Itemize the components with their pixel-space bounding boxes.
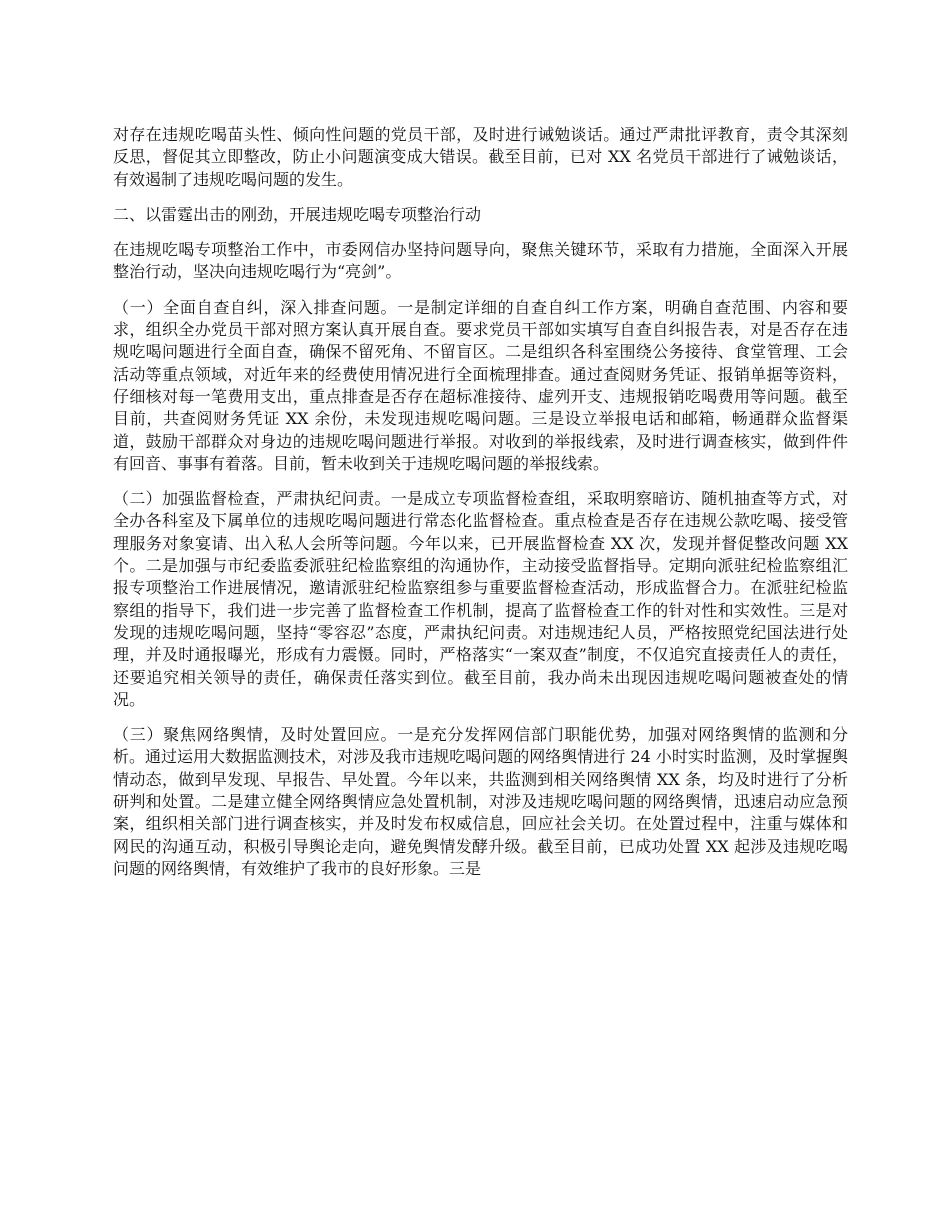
document-page (113, 124, 848, 893)
paragraph-self-inspection: （一）全面自查自纠，深入排查问题。一是制定详细的自查自纠工作方案，明确自查范围、内容和要求，组织全办党员干部对照方案认真开展自查。要求党员干部如实填写自查自纠报告表，对是否存在违规吃喝问题进行全面自查，确保不留死角、不留盲区。二是组织各科室围绕公务接待、食堂管理、工会活动等重点领域，对近年来的经费使用情况进行全面梳理排查。通过查阅财务凭证、报销单据等资料，仔细核对每一笔费用支出，重点排查是否存在超标准接待、虚列开支、违规报销吃喝费用等问题。截至目前，共查阅财务凭证 XX 余份，未发现违规吃喝问题。三是设立举报电话和邮箱，畅通群众监督渠道，鼓励干部群众对身边的违规吃喝问题进行举报。对收到的举报线索，及时进行调查核实，做到件件有回音、事事有着落。目前，暂未收到关于违规吃喝问题的举报线索。 (113, 297, 848, 473)
paragraph-admonition-talks: 对存在违规吃喝苗头性、倾向性问题的党员干部，及时进行诫勉谈话。通过严肃批评教育，责令其深刻反思，督促其立即整改，防止小问题演变成大错误。截至目前，已对 XX 名党员干部进行了诫勉谈话，有效遏制了违规吃喝问题的发生。 (113, 125, 848, 189)
section-heading-rectification: 二、以雷霆出击的刚劲，开展违规吃喝专项整治行动 (113, 204, 482, 224)
paragraph-public-opinion: （三）聚焦网络舆情，及时处置回应。一是充分发挥网信部门职能优势，加强对网络舆情的监测和分析。通过运用大数据监测技术，对涉及我市违规吃喝问题的网络舆情进行 24 小时实时监测，及时掌握舆情动态，做到早发现、早报告、早处置。今年以来，共监测到相关网络舆情 XX 条，均及时进行了分析研判和处置。二是建立健全网络舆情应急处置机制，对涉及违规吃喝问题的网络舆情，迅速启动应急预案，组织相关部门进行调查核实，并及时发布权威信息，回应社会关切。在处置过程中，注重与媒体和网民的沟通互动，积极引导舆论走向，避免舆情发酵升级。截至目前，已成功处置 XX 起涉及违规吃喝问题的网络舆情，有效维护了我市的良好形象。三是 (113, 725, 848, 878)
paragraph-supervision: （二）加强监督检查，严肃执纪问责。一是成立专项监督检查组，采取明察暗访、随机抽查等方式，对全办各科室及下属单位的违规吃喝问题进行常态化监督检查。重点检查是否存在违规公款吃喝、接受管理服务对象宴请、出入私人会所等问题。今年以来，已开展监督检查 XX 次，发现并督促整改问题 XX 个。二是加强与市纪委监委派驻纪检监察组的沟通协作，主动接受监督指导。定期向派驻纪检监察组汇报专项整治工作进展情况，邀请派驻纪检监察组参与重要监督检查活动，形成监督合力。在派驻纪检监察组的指导下，我们进一步完善了监督检查工作机制，提高了监督检查工作的针对性和实效性。三是对发现的违规吃喝问题，坚持“零容忍”态度，严肃执纪问责。对违规违纪人员，严格按照党纪国法进行处理，并及时通报曝光，形成有力震慑。同时，严格落实“一案双查”制度，不仅追究直接责任人的责任，还要追究相关领导的责任，确保责任落实到位。截至目前，我办尚未出现因违规吃喝问题被查处的情况。 (113, 489, 848, 709)
paragraph-rectification-intro: 在违规吃喝专项整治工作中，市委网信办坚持问题导向，聚焦关键环节，采取有力措施，全面深入开展整治行动，坚决向违规吃喝行为“亮剑”。 (113, 240, 848, 282)
